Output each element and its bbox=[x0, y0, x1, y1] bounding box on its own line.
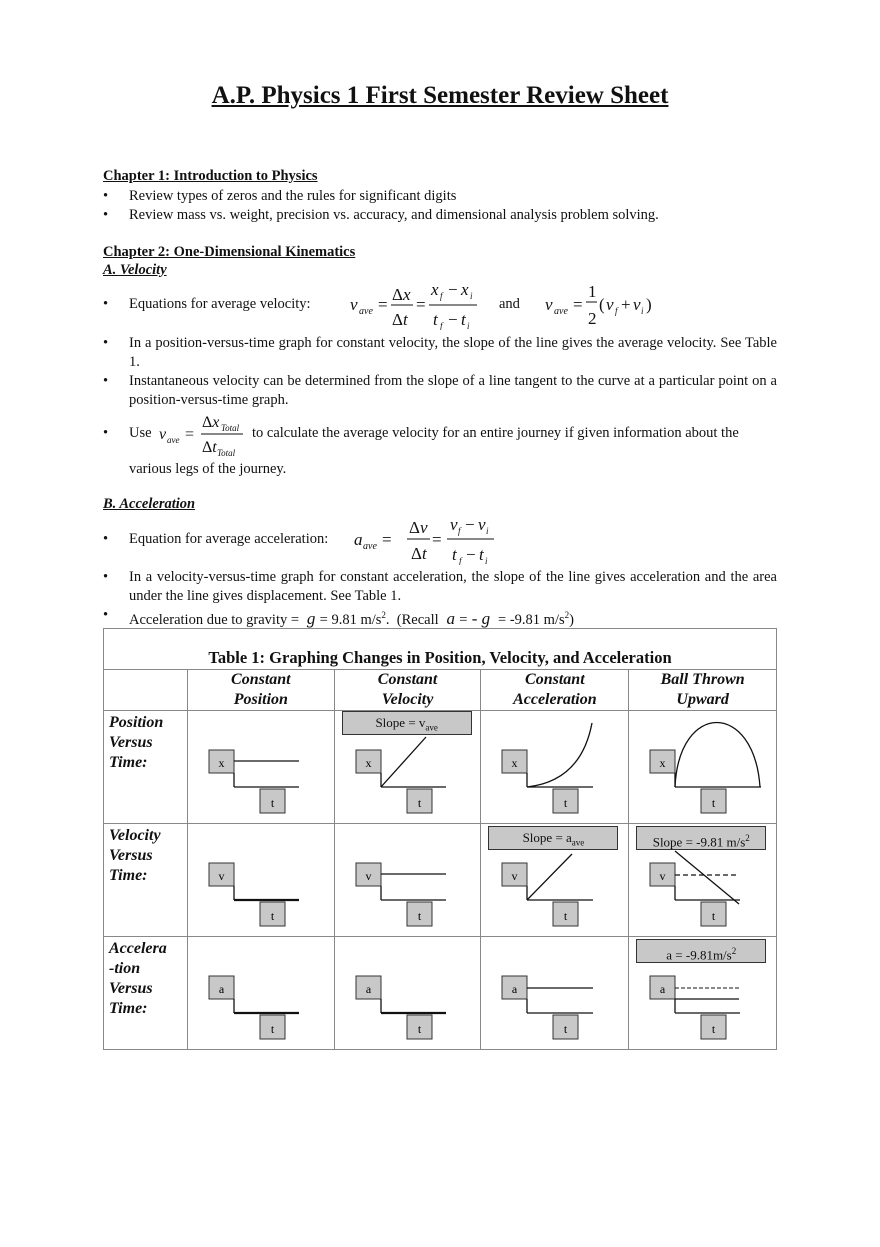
svg-text:v: v bbox=[633, 295, 641, 314]
avg-accel-equation bbox=[352, 515, 507, 565]
and-word: and bbox=[499, 296, 520, 312]
axis-label-v: v bbox=[218, 869, 225, 883]
axis-label-t: t bbox=[712, 796, 716, 810]
graph-table bbox=[103, 628, 777, 1050]
svg-text:v: v bbox=[478, 515, 486, 534]
axis-label-t: t bbox=[564, 909, 568, 923]
svg-text:ave: ave bbox=[359, 306, 373, 317]
axis-label-a: a bbox=[660, 982, 666, 996]
svg-text:t: t bbox=[479, 545, 484, 564]
svg-text:v: v bbox=[606, 295, 614, 314]
axis-label-v: v bbox=[659, 869, 666, 883]
graph-velocity-ball-thrown bbox=[629, 824, 777, 937]
svg-text:i: i bbox=[470, 291, 473, 301]
slope-vave-badge: Slope = $v_{ave}$ bbox=[342, 711, 472, 735]
svg-text:i: i bbox=[467, 321, 470, 330]
svg-text:ave: ave bbox=[167, 435, 180, 445]
svg-text:t: t bbox=[461, 310, 466, 329]
svg-text:f: f bbox=[440, 321, 443, 330]
chapter2-heading: Chapter 2: One-Dimensional Kinematics bbox=[103, 244, 356, 260]
svg-text:Δt: Δt bbox=[411, 544, 427, 563]
svg-text:v: v bbox=[159, 426, 167, 443]
axis-label-x: x bbox=[365, 756, 372, 770]
svg-text:f: f bbox=[615, 306, 618, 316]
graph-velocity-constant-position bbox=[187, 824, 334, 937]
axis-label-x: x bbox=[218, 756, 225, 770]
axis-label-a: a bbox=[365, 982, 371, 996]
svg-text:f: f bbox=[459, 556, 462, 565]
svg-text:Δv: Δv bbox=[409, 518, 428, 537]
use-equation-item: • Use bbox=[103, 425, 152, 441]
paren-close bbox=[645, 290, 657, 320]
svg-text:Δx: Δx bbox=[202, 414, 220, 431]
slope-g-badge: Slope = -9.81 $m/s^2$ bbox=[636, 826, 766, 850]
axis-label-t: t bbox=[564, 796, 568, 810]
axis-label-t: t bbox=[417, 909, 421, 923]
svg-text:v: v bbox=[450, 515, 458, 534]
row-label-velocity: Velocity Versus Time: bbox=[104, 824, 188, 937]
section-a-heading: A. Velocity bbox=[103, 262, 167, 278]
svg-text:i: i bbox=[486, 526, 489, 536]
svg-text:=: = bbox=[185, 426, 195, 443]
axis-label-v: v bbox=[365, 869, 372, 883]
axis-label-t: t bbox=[712, 1022, 716, 1036]
axis-label-a: a bbox=[218, 982, 225, 996]
svg-text:x: x bbox=[431, 280, 439, 299]
section-b-heading: B. Acceleration bbox=[103, 496, 196, 512]
svg-text:i: i bbox=[641, 306, 644, 316]
col-header-constant-velocity: Constant Velocity bbox=[334, 670, 481, 711]
list-item: • Review mass vs. weight, precision vs. accuracy, and dimensional analysis problem solving. bbox=[103, 207, 659, 223]
use-cont-text: various legs of the journey. bbox=[129, 461, 287, 477]
graph-accel-ball-thrown bbox=[629, 937, 777, 1050]
corner-cell bbox=[104, 670, 188, 711]
avg-velocity-equations bbox=[345, 280, 645, 330]
svg-text:Total: Total bbox=[221, 423, 240, 433]
svg-text:−: − bbox=[448, 310, 458, 329]
table-caption: Table 1: Graphing Changes in Position, Velocity, and Acceleration bbox=[104, 629, 777, 670]
svg-text:=: = bbox=[378, 295, 388, 314]
axis-label-x: x bbox=[511, 756, 518, 770]
svg-text:f: f bbox=[440, 291, 443, 301]
svg-text:Total: Total bbox=[217, 448, 236, 458]
axis-label-t: t bbox=[270, 796, 275, 810]
axis-label-x: x bbox=[659, 756, 666, 770]
graph-accel-constant-acceleration bbox=[481, 937, 629, 1050]
svg-text:v: v bbox=[350, 295, 358, 314]
svg-text:=: = bbox=[416, 295, 426, 314]
col-header-constant-acceleration: Constant Acceleration bbox=[481, 670, 629, 711]
axis-label-t: t bbox=[417, 796, 421, 810]
avg-velocity-equation-item: • Equations for average velocity: bbox=[103, 296, 311, 312]
row-label-acceleration: Accelera -tion Versus Time: bbox=[104, 937, 188, 1050]
svg-text:ave: ave bbox=[363, 541, 377, 552]
svg-text:Δt: Δt bbox=[392, 310, 408, 329]
col-header-constant-position: Constant Position bbox=[187, 670, 334, 711]
graph-position-constant-velocity bbox=[334, 711, 481, 824]
axis-label-t: t bbox=[270, 1022, 275, 1036]
row-label-position: Position Versus Time: bbox=[104, 711, 188, 824]
svg-text:f: f bbox=[458, 526, 461, 536]
graph-accel-constant-position bbox=[187, 937, 334, 1050]
svg-text:t: t bbox=[433, 310, 438, 329]
svg-text:−: − bbox=[465, 515, 475, 534]
svg-text:v: v bbox=[545, 295, 553, 314]
svg-text:t: t bbox=[452, 545, 457, 564]
graph-accel-constant-velocity bbox=[334, 937, 481, 1050]
axis-label-t: t bbox=[417, 1022, 421, 1036]
chapter1-heading: Chapter 1: Introduction to Physics bbox=[103, 168, 318, 184]
use-rest-text: to calculate the average velocity for an entire journey if given information about the bbox=[252, 425, 739, 441]
svg-text:+: + bbox=[621, 295, 631, 314]
svg-text:ave: ave bbox=[554, 306, 568, 317]
svg-text:Δx: Δx bbox=[392, 285, 411, 304]
svg-text:a: a bbox=[354, 530, 363, 549]
gravity-item: • Acceleration due to gravity = g = 9.81 $m/s^2$. (Recall a = - g = -9.81 $m/s^2$) bbox=[103, 607, 574, 628]
svg-text:2: 2 bbox=[588, 309, 597, 328]
graph-velocity-constant-velocity bbox=[334, 824, 481, 937]
svg-text:−: − bbox=[466, 545, 476, 564]
svg-text:i: i bbox=[485, 556, 488, 565]
axis-label-t: t bbox=[712, 909, 716, 923]
list-item: • Instantaneous velocity can be determined from the slope of a line tangent to the curve at a particular point on a position-versus-time graph. bbox=[103, 373, 777, 408]
graph-velocity-constant-acceleration bbox=[481, 824, 629, 937]
svg-text:1: 1 bbox=[588, 282, 597, 301]
svg-text:=: = bbox=[432, 530, 442, 549]
page-title: A.P. Physics 1 First Semester Review Sheet bbox=[211, 82, 669, 109]
graph-position-constant-acceleration bbox=[481, 711, 629, 824]
svg-text:): ) bbox=[646, 295, 652, 314]
svg-text:x: x bbox=[461, 280, 469, 299]
graph-position-constant-position bbox=[187, 711, 334, 824]
list-item: • In a velocity-versus-time graph for constant acceleration, the slope of the line gives acceleration and the area under the line gives displacement. See Table 1. bbox=[103, 569, 777, 604]
svg-text:=: = bbox=[573, 295, 583, 314]
a-g-badge: $a = -9.81m/s^2$ bbox=[636, 939, 766, 963]
graph-position-ball-thrown bbox=[629, 711, 777, 824]
avg-accel-item: • Equation for average acceleration: bbox=[103, 531, 329, 547]
svg-text:=: = bbox=[382, 530, 392, 549]
slope-aave-badge: Slope = $a_{ave}$ bbox=[488, 826, 618, 850]
svg-text:Δt: Δt bbox=[202, 439, 217, 456]
col-header-ball-thrown-upward: Ball Thrown Upward bbox=[629, 670, 777, 711]
svg-text:−: − bbox=[448, 280, 458, 299]
axis-label-v: v bbox=[511, 869, 518, 883]
svg-text:(: ( bbox=[599, 295, 605, 314]
total-velocity-equation bbox=[157, 410, 252, 458]
list-item: • Review types of zeros and the rules for significant digits bbox=[103, 188, 457, 204]
axis-label-t: t bbox=[270, 909, 275, 923]
axis-label-t: t bbox=[564, 1022, 568, 1036]
axis-label-a: a bbox=[512, 982, 518, 996]
list-item: • In a position-versus-time graph for constant velocity, the slope of the line gives the average velocity. See Table 1. bbox=[103, 335, 777, 370]
